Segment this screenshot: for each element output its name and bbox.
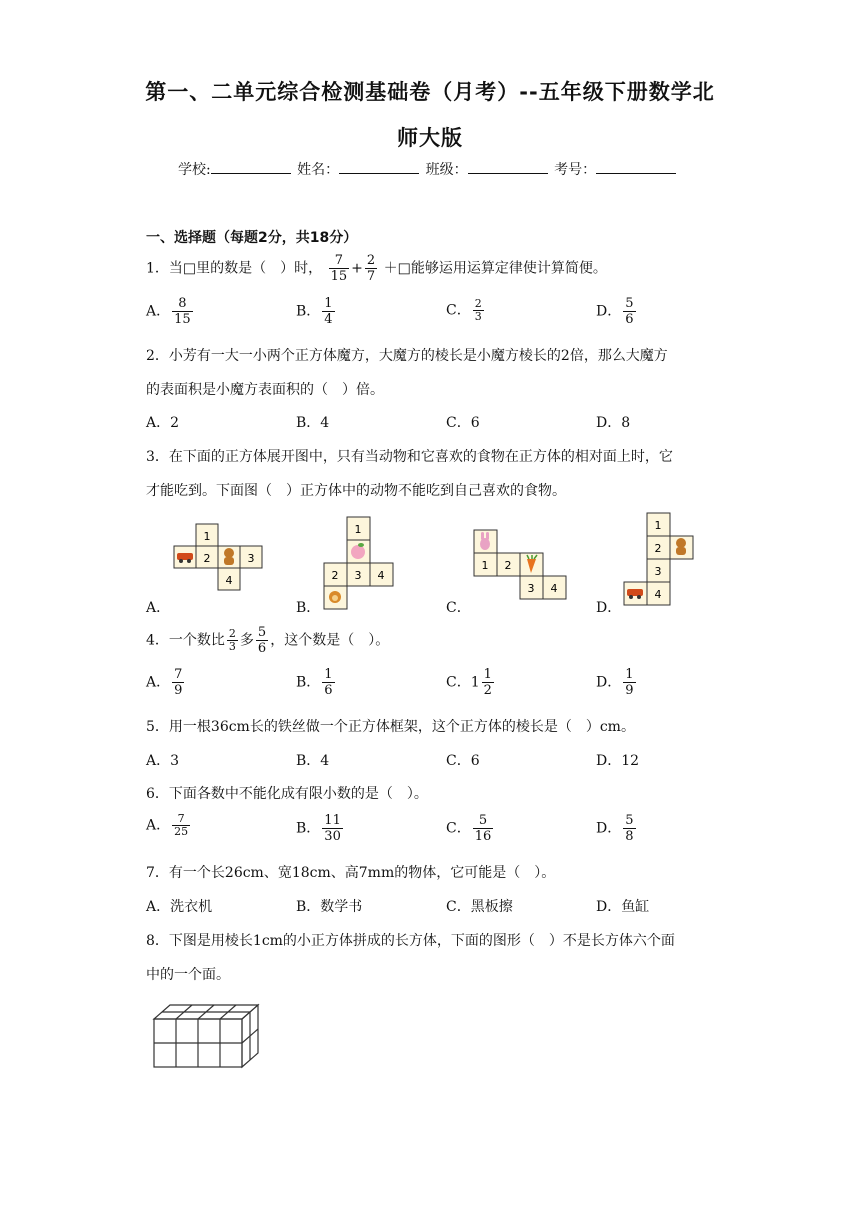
net-label: 1 [354, 523, 362, 536]
q5-option-b[interactable]: B．4 [296, 753, 330, 769]
q2-option-a[interactable]: A．2 [146, 415, 180, 431]
net-label: 2 [504, 559, 512, 572]
question-5: 5．用一根36cm长的铁丝做一个正方体框架，这个正方体的棱长是（ ）cm。 [146, 719, 635, 735]
question-7: 7．有一个长26cm、宽18cm、高7mm的物体，它可能是（ ）。 [146, 865, 556, 881]
q3-option-c[interactable]: C． [446, 600, 471, 616]
net-label: 3 [247, 552, 255, 565]
school-blank[interactable] [211, 159, 291, 174]
q4-option-b[interactable]: B． $\frac{1}{6}$ [296, 667, 333, 698]
exam-no-blank[interactable] [596, 159, 676, 174]
q4-option-d[interactable]: D． $\frac{1}{9}$ [596, 667, 634, 698]
q3-option-a[interactable]: A． [146, 600, 171, 616]
q1-option-c[interactable]: C． $\frac{2}{3}$ [446, 297, 482, 323]
cube-net-c [472, 528, 568, 602]
q1-option-a[interactable]: A． $\frac{8}{15}$ [146, 296, 191, 327]
q6-option-b[interactable]: B． $\frac{11}{30}$ [296, 813, 341, 844]
name-blank[interactable] [339, 159, 419, 174]
q1-option-d[interactable]: D． $\frac{5}{6}$ [596, 296, 634, 327]
q7-option-b[interactable]: B．数学书 [296, 899, 363, 915]
question-3-line-2: 才能吃到。下面图（ ）正方体中的动物不能吃到自己喜欢的食物。 [146, 483, 566, 499]
cube-net-a [172, 522, 272, 594]
net-label: 3 [354, 569, 362, 582]
q2-option-c[interactable]: C．6 [446, 415, 480, 431]
q7-option-a[interactable]: A．洗衣机 [146, 899, 213, 915]
q2-option-b[interactable]: B．4 [296, 415, 330, 431]
class-blank[interactable] [468, 159, 548, 174]
q6-option-a[interactable]: A． $\frac{7}{25}$ [146, 812, 189, 838]
student-info [178, 159, 678, 179]
net-label: 1 [481, 559, 489, 572]
cube-net-b [322, 515, 396, 611]
fraction: $\frac{2}{7}$ [366, 253, 376, 284]
q3-option-d[interactable]: D． [596, 600, 622, 616]
net-label: 4 [654, 588, 662, 601]
title-line-1: 第一、二单元综合检测基础卷（月考）--五年级下册数学北 [145, 80, 715, 104]
question-4: 4．一个数比 $\frac{2}{3}$ 多 $\frac{5}{6}$ ，这个数是（ ）。 [146, 625, 390, 656]
fraction: $\frac{7}{15}$ [330, 253, 348, 284]
q4-option-c[interactable]: C．1 $\frac{1}{2}$ [446, 667, 492, 698]
exam-no-label: 考号： [554, 162, 597, 178]
q6-option-c[interactable]: C． $\frac{5}{16}$ [446, 813, 492, 844]
question-6: 6．下面各数中不能化成有限小数的是（ ）。 [146, 786, 428, 802]
q7-option-c[interactable]: C．黑板擦 [446, 899, 513, 915]
school-label: 学校: [178, 162, 211, 178]
name-label: 姓名： [297, 162, 340, 178]
net-label: 3 [527, 582, 535, 595]
net-label: 4 [377, 569, 385, 582]
net-label: 3 [654, 565, 662, 578]
title-line-2: 师大版 [397, 126, 463, 150]
question-8-line-1: 8．下图是用棱长1cm的小正方体拼成的长方体，下面的图形（ ）不是长方体六个面 [146, 933, 675, 949]
net-label: 4 [225, 574, 233, 587]
net-label: 2 [203, 552, 211, 565]
q4-option-a[interactable]: A． $\frac{7}{9}$ [146, 667, 183, 698]
monkey-icon [676, 538, 686, 555]
q5-option-d[interactable]: D．12 [596, 753, 640, 769]
question-2-line-2: 的表面积是小魔方表面积的（ ）倍。 [146, 382, 384, 398]
net-label: 1 [203, 530, 211, 543]
class-label: 班级： [425, 162, 468, 178]
question-3-line-1: 3．在下面的正方体展开图中，只有当动物和它喜欢的食物在正方体的相对面上时，它 [146, 449, 673, 465]
question-8-line-2: 中的一个面。 [146, 967, 230, 983]
net-label: 1 [654, 519, 662, 532]
net-label: 2 [654, 542, 662, 555]
net-label: 4 [550, 582, 558, 595]
section-heading: 一、选择题（每题2分，共18分） [146, 230, 358, 246]
q2-option-d[interactable]: D．8 [596, 415, 631, 431]
cube-net-d [622, 511, 696, 607]
question-2-line-1: 2．小芳有一大一小两个正方体魔方，大魔方的棱长是小魔方棱长的2倍，那么大魔方 [146, 348, 668, 364]
monkey-icon [224, 548, 234, 565]
q3-option-b[interactable]: B． [296, 600, 321, 616]
net-label: 2 [331, 569, 339, 582]
q1-option-b[interactable]: B． $\frac{1}{4}$ [296, 296, 333, 327]
q5-option-c[interactable]: C．6 [446, 753, 480, 769]
question-1: 1．当□里的数是（ ）时， $\frac{7}{15}$ + $\frac{2}{7}$ ＋□能够运用运算定律使计算简便。 [146, 253, 607, 284]
cuboid-figure [150, 1001, 264, 1071]
q6-option-d[interactable]: D． $\frac{5}{8}$ [596, 813, 634, 844]
q5-option-a[interactable]: A．3 [146, 753, 180, 769]
monkey-icon [329, 591, 341, 603]
q7-option-d[interactable]: D．鱼缸 [596, 899, 650, 915]
